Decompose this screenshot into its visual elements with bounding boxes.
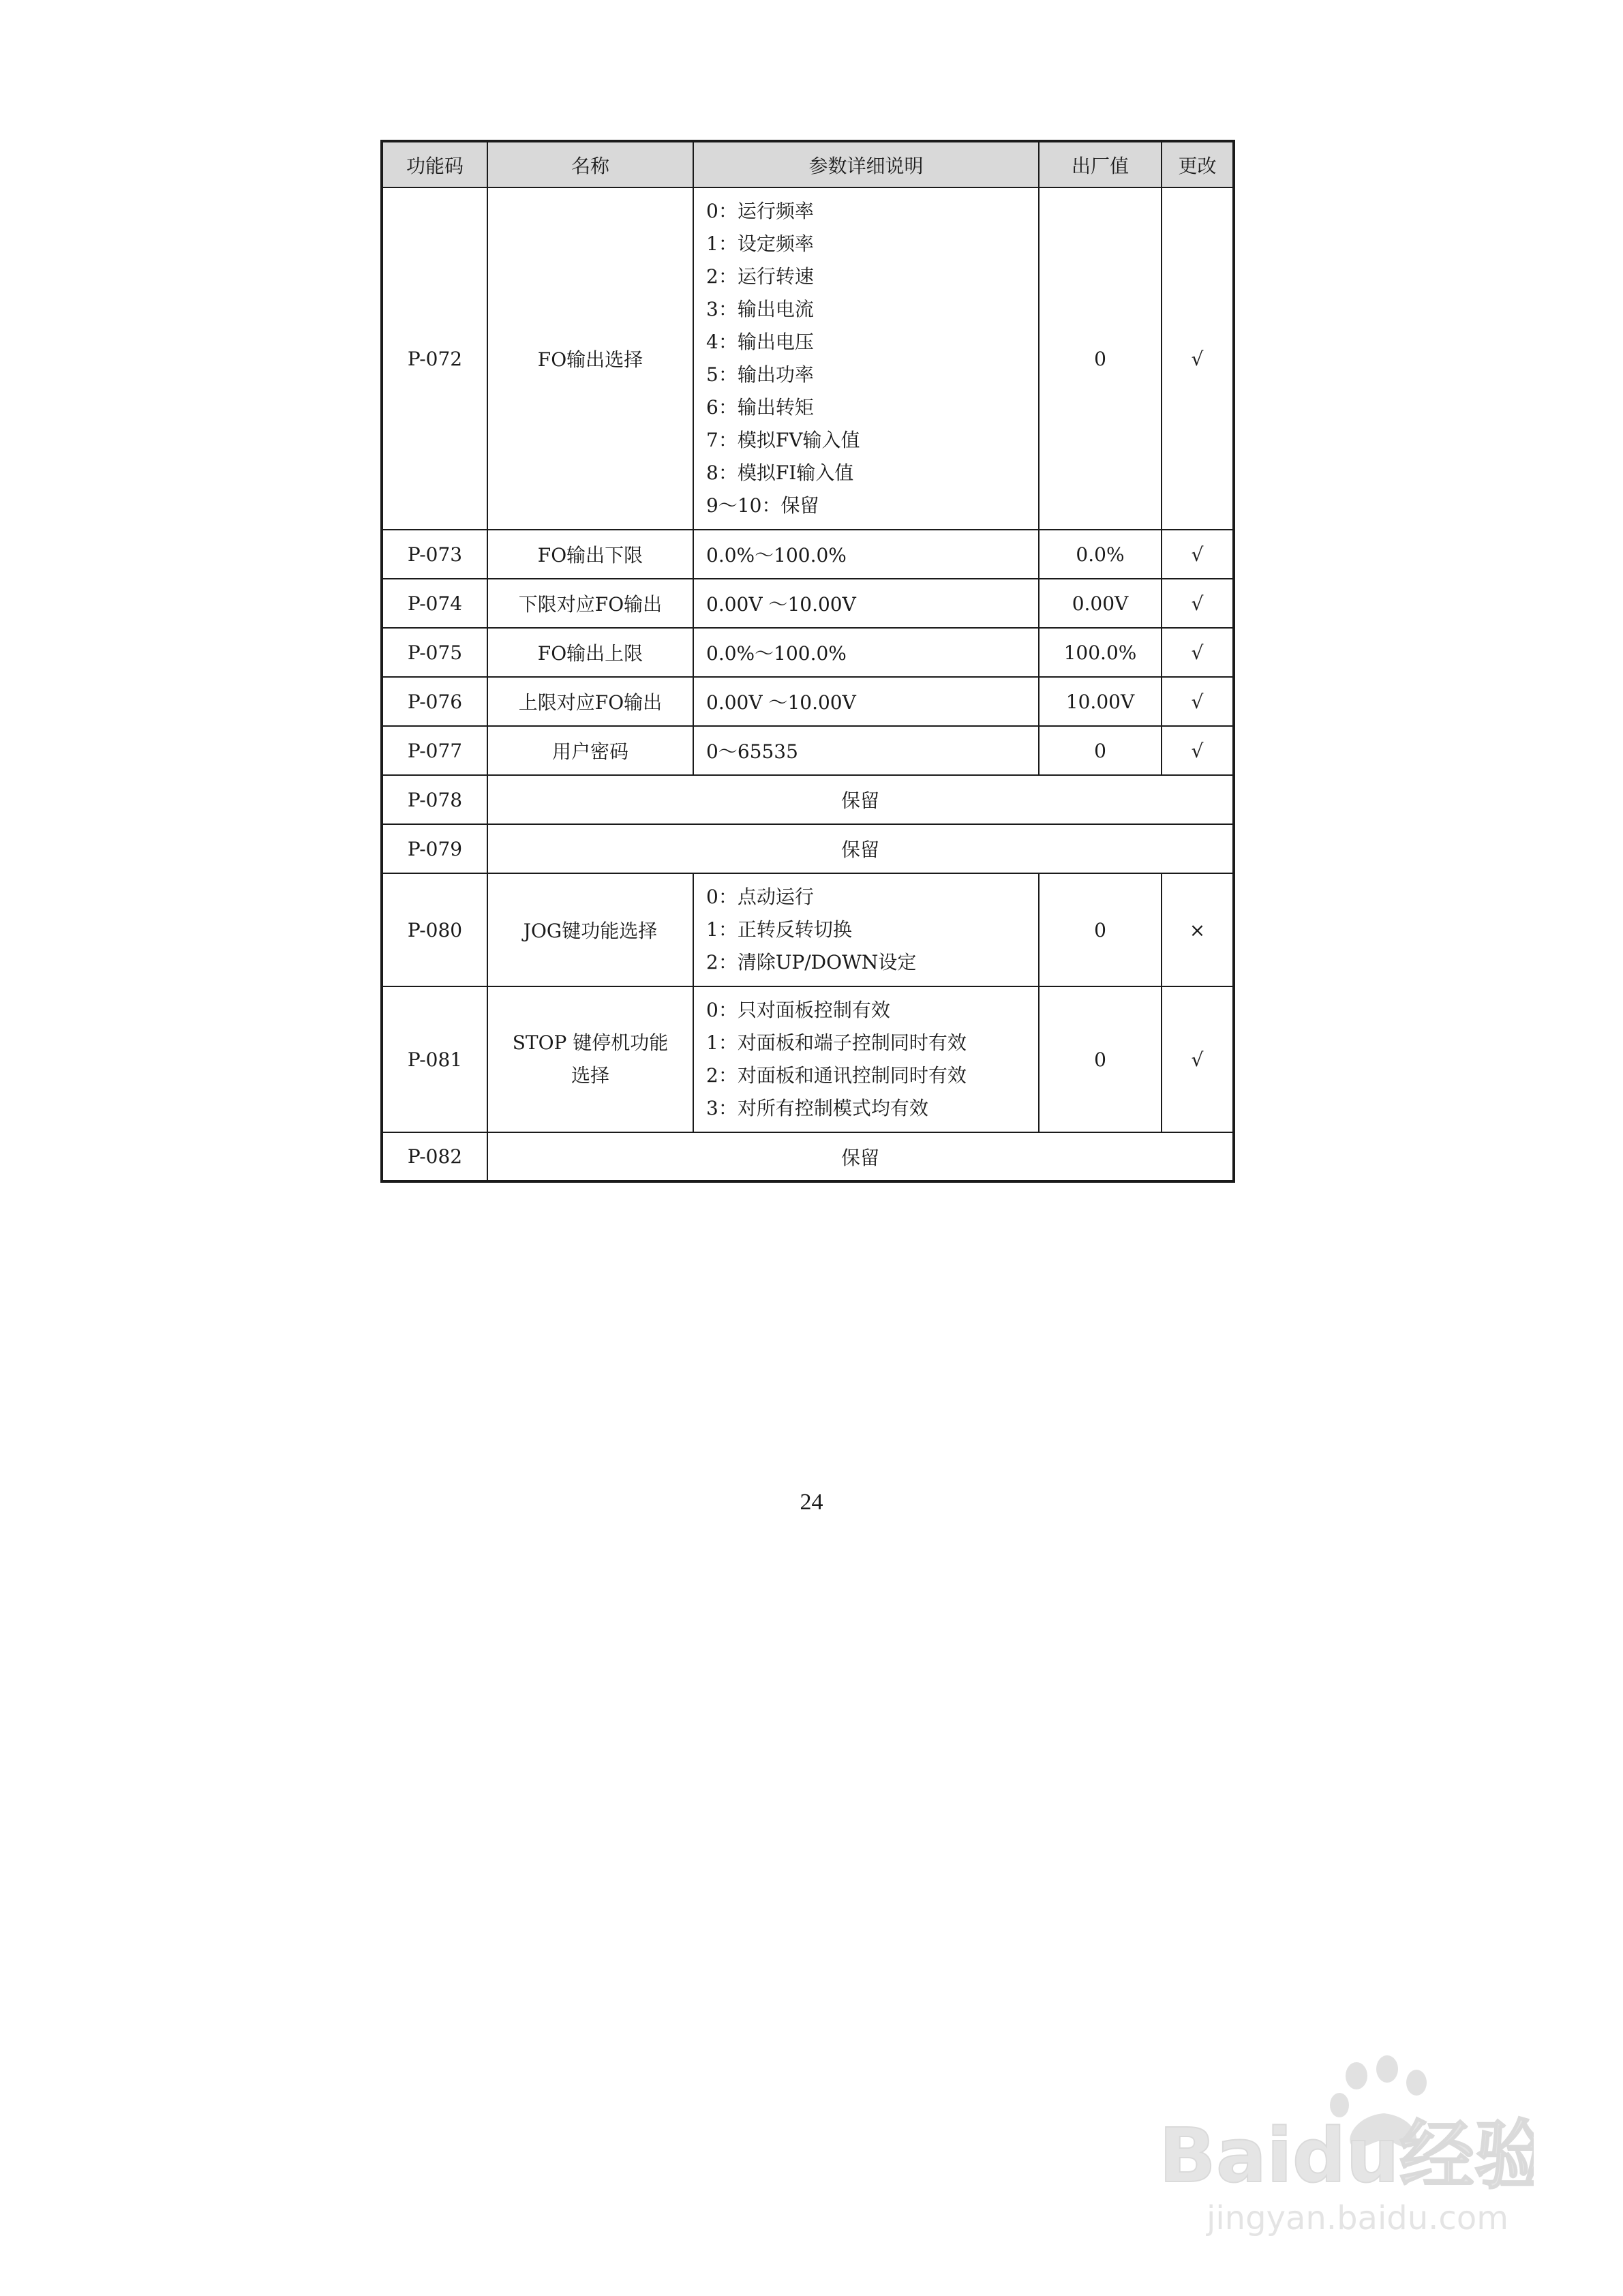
table-row bbox=[382, 187, 1234, 530]
row-name: 下限对应FO输出 bbox=[487, 579, 693, 628]
row-code: P-075 bbox=[382, 628, 487, 677]
row-reserved: 保留 bbox=[487, 775, 1234, 824]
desc-line: 1：对面板和端子控制同时有效 bbox=[706, 1031, 967, 1054]
table-header-row bbox=[382, 141, 1234, 187]
row-change: √ bbox=[1162, 530, 1234, 579]
row-code: P-077 bbox=[382, 726, 487, 775]
desc-line: 3：对所有控制模式均有效 bbox=[706, 1097, 928, 1119]
table-row bbox=[382, 986, 1234, 1132]
name-line: STOP 键停机功能 bbox=[512, 1031, 669, 1054]
row-default: 0.00V bbox=[1039, 579, 1162, 628]
table-row bbox=[382, 677, 1234, 726]
header-description: 参数详细说明 bbox=[693, 141, 1039, 187]
row-default: 10.00V bbox=[1039, 677, 1162, 726]
row-description: 0.00V ～10.00V bbox=[693, 579, 1039, 628]
row-default: 100.0% bbox=[1039, 628, 1162, 677]
row-description bbox=[693, 873, 1039, 986]
name-line: 选择 bbox=[571, 1064, 609, 1087]
table-row bbox=[382, 1132, 1234, 1181]
row-change: √ bbox=[1162, 726, 1234, 775]
desc-line: 0：点动运行 bbox=[706, 886, 814, 908]
table-row bbox=[382, 824, 1234, 873]
header-code: 功能码 bbox=[382, 141, 487, 187]
desc-line: 0：只对面板控制有效 bbox=[706, 999, 890, 1021]
table-row bbox=[382, 530, 1234, 579]
row-name: FO输出选择 bbox=[487, 187, 693, 530]
row-name: 上限对应FO输出 bbox=[487, 677, 693, 726]
row-code: P-076 bbox=[382, 677, 487, 726]
row-code: P-073 bbox=[382, 530, 487, 579]
table-row bbox=[382, 775, 1234, 824]
row-code: P-079 bbox=[382, 824, 487, 873]
desc-line: 5：输出功率 bbox=[706, 363, 814, 386]
desc-line: 7：模拟FV输入值 bbox=[706, 429, 860, 451]
row-change: √ bbox=[1162, 986, 1234, 1132]
row-change: √ bbox=[1162, 579, 1234, 628]
row-code: P-072 bbox=[382, 187, 487, 530]
row-name: 用户密码 bbox=[487, 726, 693, 775]
row-reserved: 保留 bbox=[487, 824, 1234, 873]
row-change: × bbox=[1162, 873, 1234, 986]
row-default: 0 bbox=[1039, 986, 1162, 1132]
table-row bbox=[382, 579, 1234, 628]
desc-line: 8：模拟FI输入值 bbox=[706, 462, 854, 484]
row-code: P-074 bbox=[382, 579, 487, 628]
header-change: 更改 bbox=[1162, 141, 1234, 187]
row-reserved: 保留 bbox=[487, 1132, 1234, 1181]
row-default: 0 bbox=[1039, 187, 1162, 530]
desc-line: 9～10：保留 bbox=[706, 494, 819, 517]
desc-line: 4：输出电压 bbox=[706, 331, 814, 353]
desc-line: 2：对面板和通讯控制同时有效 bbox=[706, 1064, 967, 1087]
desc-line: 2：运行转速 bbox=[706, 265, 814, 288]
row-description: 0.00V ～10.00V bbox=[693, 677, 1039, 726]
row-description bbox=[693, 187, 1039, 530]
desc-line: 2：清除UP/DOWN设定 bbox=[706, 951, 917, 973]
desc-line: 1：正转反转切换 bbox=[706, 918, 852, 941]
table-row bbox=[382, 873, 1234, 986]
row-code: P-078 bbox=[382, 775, 487, 824]
row-name: JOG键功能选择 bbox=[487, 873, 693, 986]
page-number: 24 bbox=[800, 1490, 823, 1515]
row-code: P-081 bbox=[382, 986, 487, 1132]
row-description: 0～65535 bbox=[693, 726, 1039, 775]
watermark-url: jingyan.baidu.com bbox=[1207, 2199, 1508, 2237]
row-change: √ bbox=[1162, 677, 1234, 726]
baidu-jingyan-watermark bbox=[1152, 2045, 1534, 2243]
row-name bbox=[487, 986, 693, 1132]
header-default: 出厂值 bbox=[1039, 141, 1162, 187]
table-row bbox=[382, 726, 1234, 775]
row-name: FO输出上限 bbox=[487, 628, 693, 677]
desc-line: 1：设定频率 bbox=[706, 232, 814, 255]
desc-line: 3：输出电流 bbox=[706, 298, 814, 320]
table-row bbox=[382, 628, 1234, 677]
row-default: 0.0% bbox=[1039, 530, 1162, 579]
desc-line: 0：运行频率 bbox=[706, 200, 814, 222]
header-name: 名称 bbox=[487, 141, 693, 187]
row-default: 0 bbox=[1039, 873, 1162, 986]
row-change: √ bbox=[1162, 187, 1234, 530]
paw-logo-icon bbox=[1152, 2045, 1534, 2243]
row-code: P-082 bbox=[382, 1132, 487, 1181]
row-change: √ bbox=[1162, 628, 1234, 677]
watermark-brand: Baidu经验 bbox=[1159, 2112, 1534, 2199]
row-description: 0.0%～100.0% bbox=[693, 530, 1039, 579]
row-default: 0 bbox=[1039, 726, 1162, 775]
row-code: P-080 bbox=[382, 873, 487, 986]
row-description: 0.0%～100.0% bbox=[693, 628, 1039, 677]
row-name: FO输出下限 bbox=[487, 530, 693, 579]
parameter-table bbox=[380, 140, 1235, 1183]
desc-line: 6：输出转矩 bbox=[706, 396, 814, 419]
row-description bbox=[693, 986, 1039, 1132]
